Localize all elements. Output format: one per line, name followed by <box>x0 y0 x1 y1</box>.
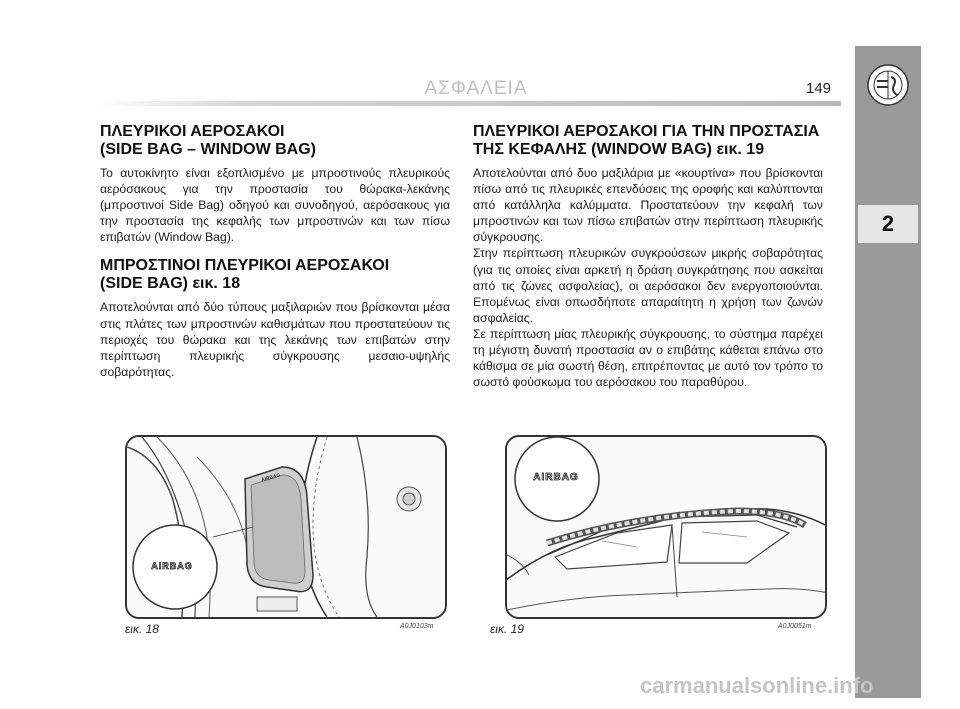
footer-watermark: carmanualsonline.info <box>640 673 874 698</box>
paragraph: Αποτελούνται από δύο τύπους μαξιλαριών που βρίσκονται μέσα στις πλάτες των μπροστινών καθισμάτων που προστατεύουν τις περιοχές του θώρακα και της λεκάνης των επιβατών στην περίπτωση πλευρικής σύγκρουσης μεσαιο-υψηλής σοβαρότητας. <box>100 300 450 379</box>
heading-line-1: ΜΠΡΟΣΤΙΝΟΙ ΠΛΕΥΡΙΚΟΙ ΑΕΡΟΣΑΚΟΙ <box>100 257 390 275</box>
page-number: 149 <box>806 80 832 97</box>
header-rule <box>96 101 841 106</box>
paragraph: Αποτελούνται από δυο μαξιλάρια με «κουρτίνα» που βρίσκονται πίσω από τις πλευρικές επενδύσεις της οροφής και καλύπτονται από κατάλληλα καλύμματα. Προστατεύουν την κεφαλή των μπροστινών και των πίσω επιβατών στην περίπτωση πλευρικής σύγκρουσης. <box>473 166 823 245</box>
airbag-badge: AIRBAG <box>151 561 193 571</box>
section-heading <box>473 123 823 159</box>
chapter-number: 2 <box>858 205 918 243</box>
paragraph: Στην περίπτωση πλευρικών συγκρούσεων μικρής σοβαρότητας (για τις οποίες είναι αρκετή η δράση συγκράτησης που ασκείται από τις ζώνες ασφαλείας), οι αερόσακοι δεν ενεργοποιούνται. Επομένως είναι οπωσδήποτε απαραίτητη η χρήση των ζωνών ασφαλείας. <box>473 246 823 325</box>
paragraph: Σε περίπτωση μίας πλευρικής σύγκρουσης, το σύστημα παρέχει τη μέγιστη δυνατή προστασία αν ο επιβάτης κάθεται επάνω στο κάθισμα σε μία σωστή θέση, επιτρέποντας με αυτό τον τρόπο το σωστό φούσκωμα του αερόσακου του παραθύρου. <box>473 326 823 390</box>
figure-19-illustration <box>505 435 827 619</box>
figure-code: A0J0103m <box>400 623 434 630</box>
heading-line-2: (SIDE BAG – WINDOW BAG) <box>100 141 316 158</box>
seat-airbag-label: AIRBAG <box>260 472 282 484</box>
paragraph: Το αυτοκίνητο είναι εξοπλισμένο με μπροστινούς πλευρικούς αερόσακους για την προστασία του θώρακα-λεκάνης (μπροστινοί Side Bag) οδηγού και συνοδηγού, αερόσακους για την προστασία της κεφαλής των μπροστινών και των πίσω επιβατών (Window Bag). <box>100 166 450 245</box>
side-tab <box>855 46 921 698</box>
figure-caption: εικ. 18 <box>125 622 159 636</box>
heading-line-2: (SIDE BAG) εικ. 18 <box>100 275 241 293</box>
right-column <box>473 123 823 402</box>
page-title: ΑΣΦΑΛΕΙΑ <box>424 78 528 99</box>
figure-caption: εικ. 19 <box>490 622 524 636</box>
alfa-romeo-logo-icon <box>855 55 921 115</box>
heading-line-2: ΤΗΣ ΚΕΦΑΛΗΣ (WINDOW BAG) εικ. 19 <box>473 141 765 158</box>
left-column <box>100 123 450 392</box>
figure-18-illustration <box>125 435 447 619</box>
subsection-heading <box>100 257 450 293</box>
airbag-badge: AIRBAG <box>533 472 579 483</box>
heading-line-1: ΠΛΕΥΡΙΚΟΙ ΑΕΡΟΣΑΚΟΙ <box>100 123 285 140</box>
figure-code: A0J0051m <box>778 623 812 630</box>
section-heading <box>100 123 450 159</box>
heading-line-1: ΠΛΕΥΡΙΚΟΙ ΑΕΡΟΣΑΚΟΙ ΓΙΑ ΤΗΝ ΠΡΟΣΤΑΣΙΑ <box>473 123 820 140</box>
